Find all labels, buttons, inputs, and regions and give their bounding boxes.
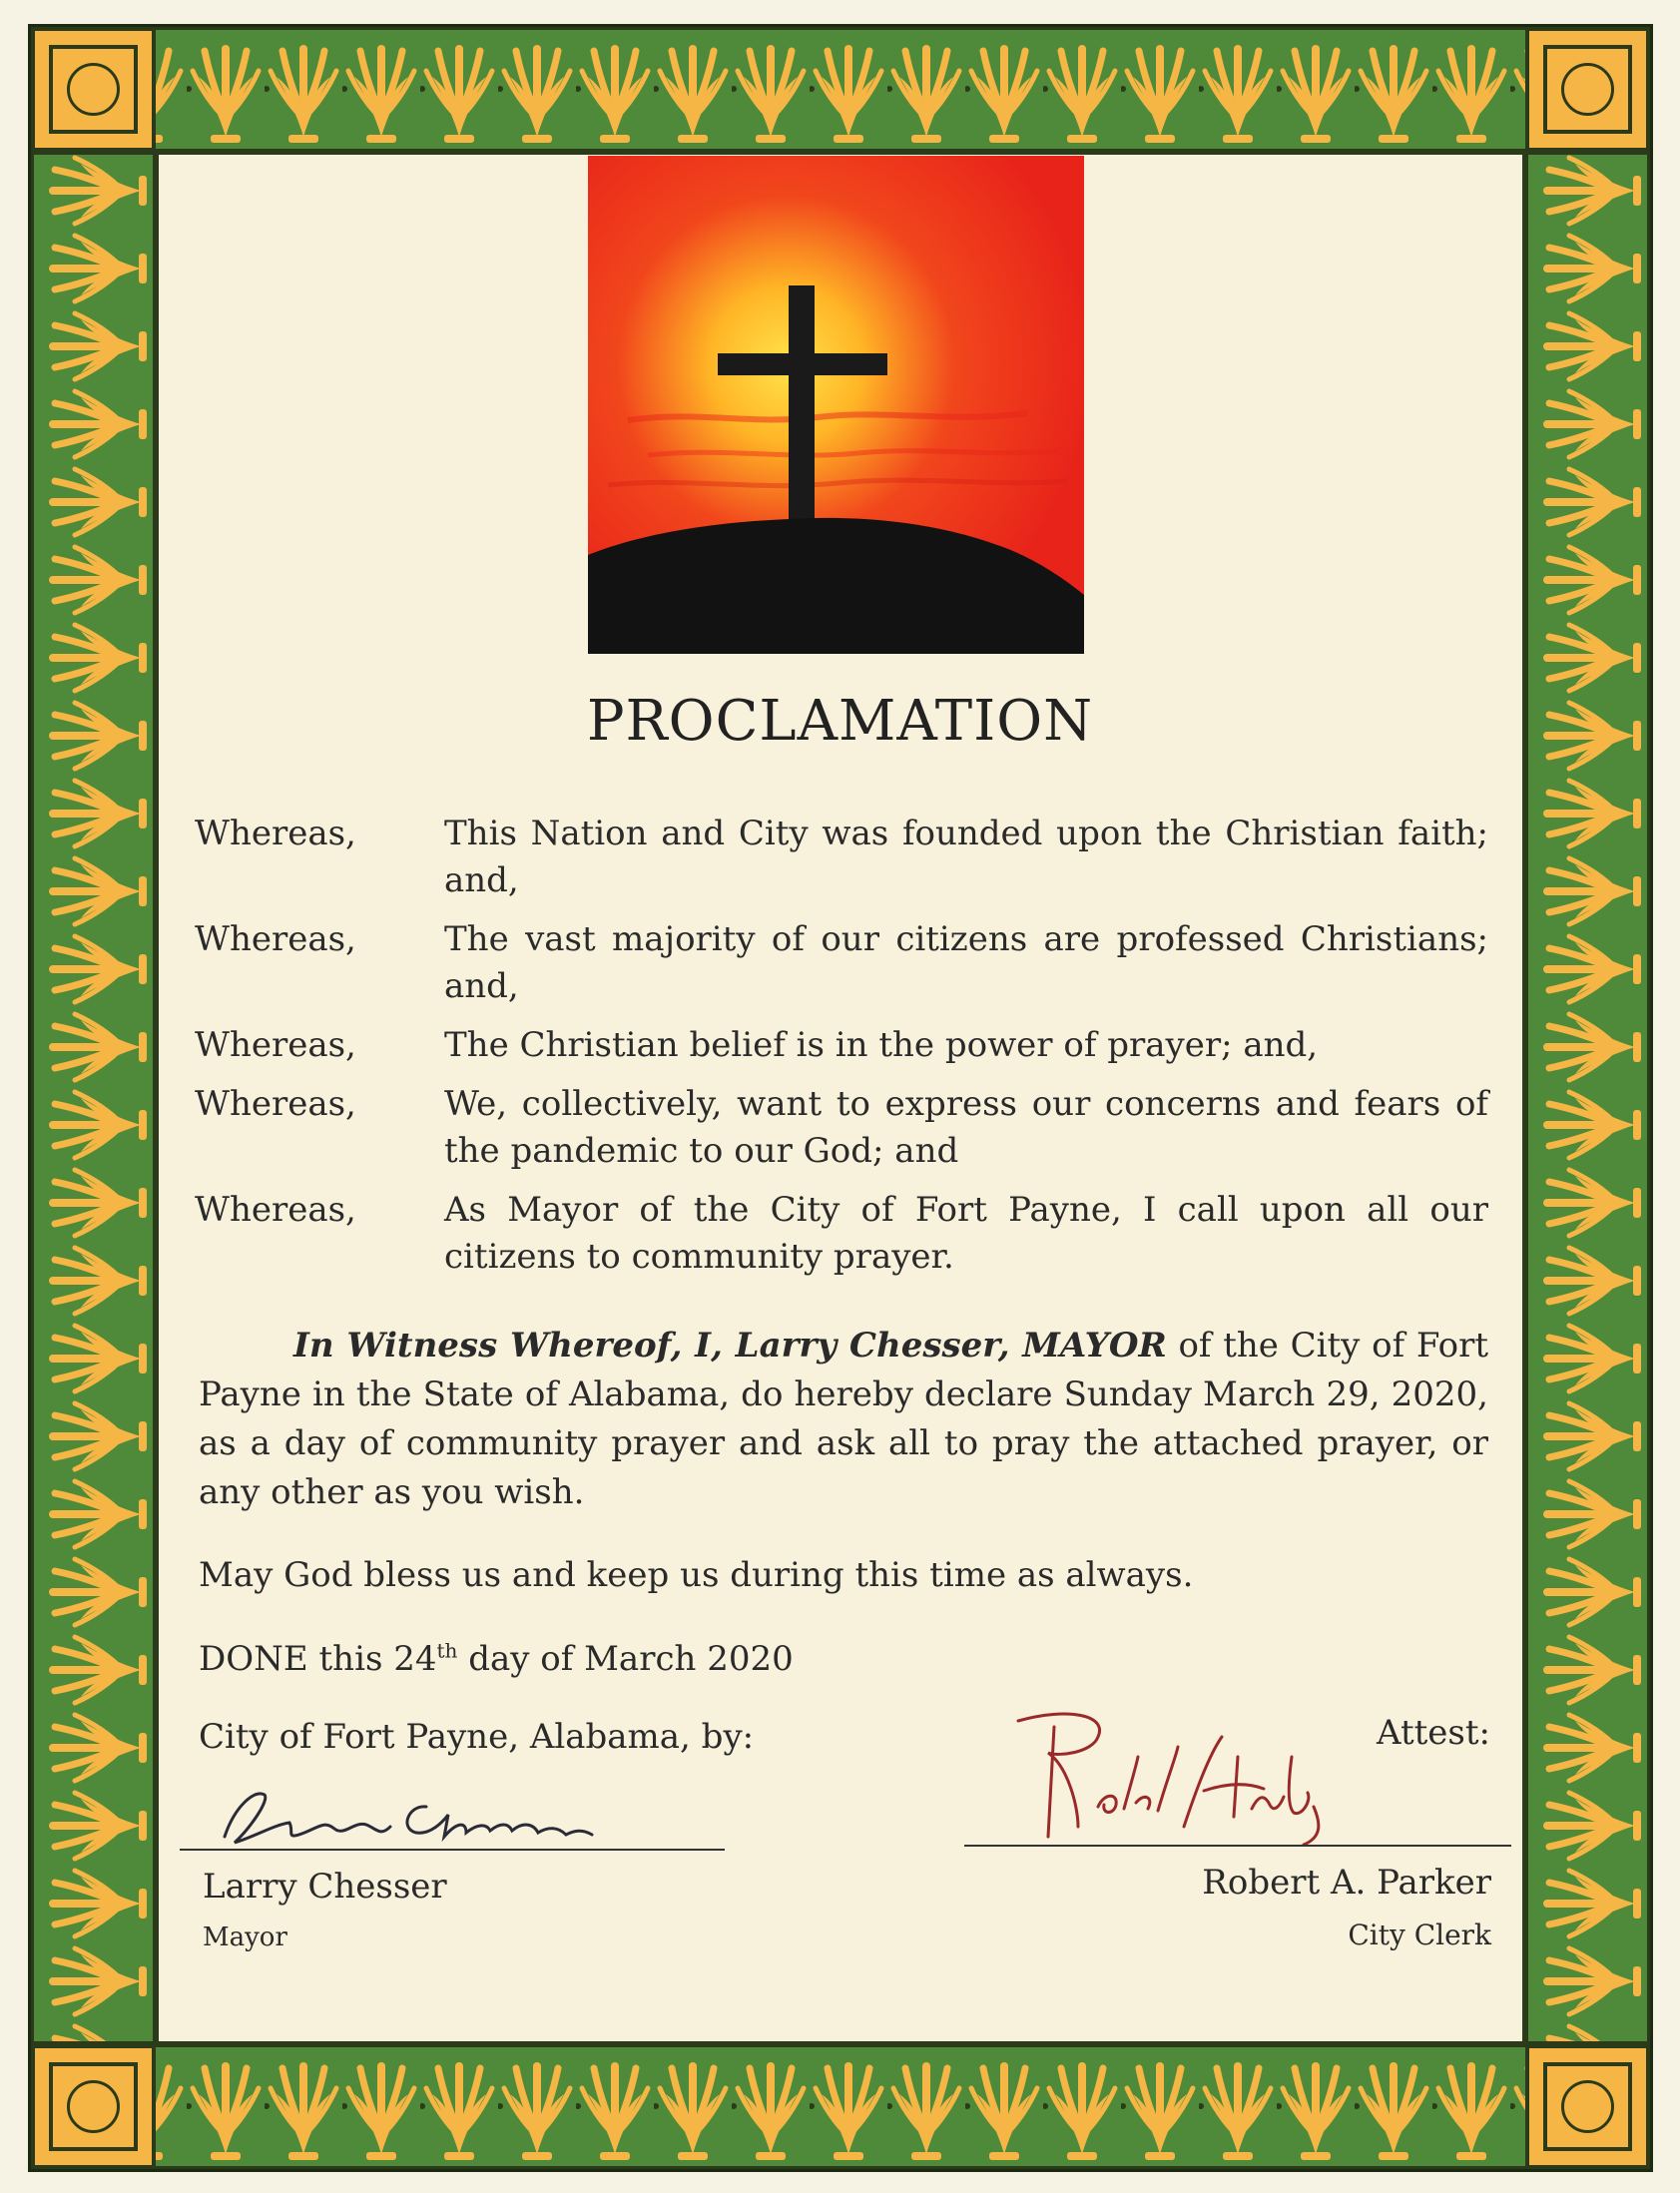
clause-text: This Nation and City was founded upon the Christian faith; and, [444, 814, 1488, 900]
done-ordinal: th [436, 1638, 458, 1663]
clause-key: Whereas, [195, 919, 356, 959]
done-rest: day of March 2020 [457, 1639, 794, 1679]
mayor-name: Larry Chesser [203, 1867, 447, 1907]
palmette-ornament-icon [31, 152, 156, 2044]
palmette-ornament-icon [1525, 152, 1650, 2044]
clause-key: Whereas, [195, 814, 356, 853]
clause-key: Whereas, [195, 1190, 356, 1230]
clerk-title: City Clerk [1348, 1919, 1491, 1951]
page-title: PROCLAMATION [586, 689, 1094, 754]
whereas-clause [195, 1187, 1488, 1281]
whereas-clause [195, 1081, 1488, 1175]
clerk-signature [1008, 1697, 1338, 1847]
attest-label: Attest: [1377, 1713, 1490, 1753]
whereas-clause [195, 1022, 1488, 1069]
witness-text: of the City of Fort Payne in the State of Alabama, do hereby declare Sunday March 29, 2020, as a day of community prayer and ask all to pray the attached prayer, or any other as you wish. [199, 1326, 1488, 1512]
mayor-title: Mayor [203, 1922, 287, 1952]
clause-text: As Mayor of the City of Fort Payne, I call upon all our citizens to community prayer. [444, 1190, 1488, 1277]
palmette-ornament-icon [31, 27, 1650, 152]
clause-text: We, collectively, want to express our concerns and fears of the pandemic to our God; and [444, 1084, 1488, 1171]
circle-corner-ornament-icon [31, 27, 156, 152]
blessing-text: May God bless us and keep us during this time as always. [199, 1555, 1194, 1595]
witness-heading: In Witness Whereof, I, Larry Chesser, MAYOR [293, 1326, 1167, 1366]
city-by-label: City of Fort Payne, Alabama, by: [199, 1717, 755, 1757]
witness-paragraph [199, 1322, 1488, 1517]
palmette-ornament-icon [31, 2044, 1650, 2169]
clerk-signature-line [964, 1845, 1511, 1847]
clause-key: Whereas, [195, 1084, 356, 1124]
done-prefix: DONE this 24 [199, 1639, 437, 1679]
clause-text: The Christian belief is in the power of prayer; and, [444, 1025, 1319, 1065]
whereas-clauses [195, 811, 1488, 1293]
clause-key: Whereas, [195, 1025, 356, 1065]
mayor-signature-line [180, 1849, 725, 1851]
done-date [199, 1639, 794, 1679]
clause-text: The vast majority of our citizens are professed Christians; and, [444, 919, 1488, 1006]
whereas-clause [195, 916, 1488, 1010]
circle-corner-ornament-icon [31, 2044, 156, 2169]
cross-sunset-illustration-icon [588, 156, 1084, 654]
mayor-signature [195, 1777, 594, 1857]
whereas-clause [195, 811, 1488, 904]
circle-corner-ornament-icon [1525, 2044, 1650, 2169]
clerk-name: Robert A. Parker [1202, 1863, 1491, 1903]
circle-corner-ornament-icon [1525, 27, 1650, 152]
